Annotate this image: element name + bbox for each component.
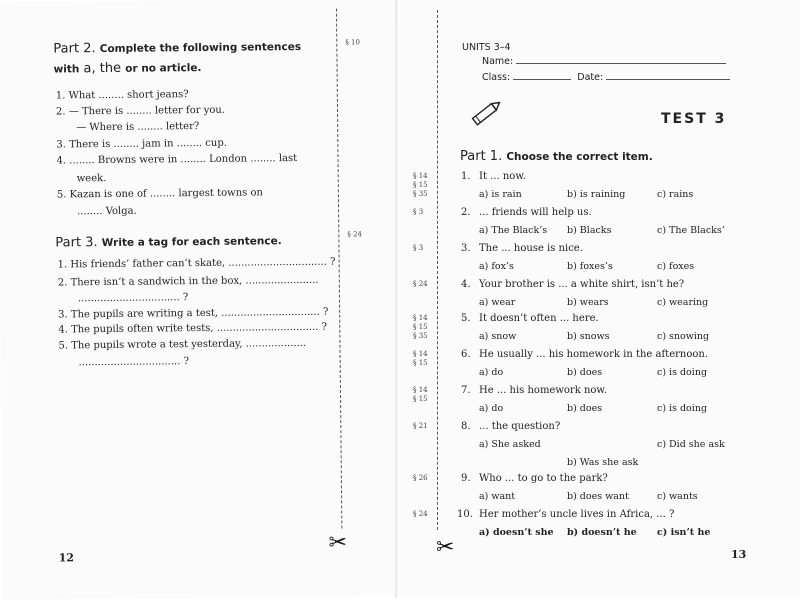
question-number: 5. [461, 313, 471, 324]
page-number: 13 [731, 548, 747, 561]
name-row: Name: [482, 56, 726, 67]
answer-option-c[interactable]: c) wants [657, 491, 698, 502]
answer-option-b[interactable]: b) does [567, 367, 603, 378]
question-number: 6. [461, 349, 471, 360]
question-text: Who ... to go to the park? [479, 473, 608, 484]
section-ref: § 14 § 15 [413, 386, 428, 403]
section-ref: § 24 [413, 510, 428, 518]
scissors-icon: ✂ [328, 530, 348, 556]
answer-option-c[interactable]: c) The Blacks’ [657, 225, 725, 236]
question-number: 10. [457, 509, 473, 520]
class-date-row: Class: Date: [482, 72, 730, 83]
answer-option-a[interactable]: a) fox’s [479, 261, 514, 272]
section-ref: § 26 [413, 474, 428, 482]
name-field[interactable] [516, 63, 726, 64]
question-number: 2. [461, 207, 471, 218]
units-label: UNITS 3–4 [462, 42, 511, 53]
part1-heading: Part 1. Choose the correct item. [460, 149, 653, 164]
list-item: 4. ........ Browns were in ........ London ........ last [56, 152, 298, 167]
section-ref: § 10 [345, 38, 360, 47]
answer-option-b[interactable]: b) snows [567, 331, 610, 342]
question-number: 3. [461, 243, 471, 254]
section-ref: § 14 § 15 § 35 [413, 172, 428, 198]
class-field[interactable] [513, 79, 571, 80]
section-ref: § 14 § 15 [413, 350, 428, 367]
answer-option-a[interactable]: a) do [479, 403, 504, 414]
list-item: 2. There isn’t a sandwich in the box, ....................... [57, 274, 319, 289]
answer-option-a[interactable]: a) The Black’s [479, 225, 548, 236]
list-item: 5. Kazan is one of ........ largest towns on [56, 187, 263, 201]
part3-heading: Part 3. Write a tag for each sentence. [55, 235, 282, 251]
question-text: He ... his homework now. [479, 385, 607, 396]
list-item: ........ Volga. [77, 205, 137, 218]
list-item: 3. The pupils are writing a test, ............................... ? [58, 306, 329, 321]
answer-option-b[interactable]: b) Was she ask [567, 457, 639, 468]
section-ref: § 3 [413, 208, 424, 216]
answer-option-a[interactable]: a) doesn’t she [479, 527, 554, 538]
section-ref: § 21 [413, 422, 428, 430]
question-text: It ... now. [479, 171, 526, 182]
answer-option-c[interactable]: c) foxes [657, 261, 695, 272]
pencil-icon [466, 96, 506, 130]
question-number: 9. [461, 473, 471, 484]
question-text: Your brother is ... a white shirt, isn’t he? [479, 279, 685, 290]
list-item: ................................ ? [77, 292, 189, 305]
list-item: ................................ ? [78, 356, 189, 369]
section-ref: § 3 [413, 244, 424, 252]
right-page [402, 0, 800, 598]
question-text: ... friends will help us. [479, 207, 592, 218]
list-item: 4. The pupils often write tests, ................................ ? [58, 321, 328, 336]
answer-option-b[interactable]: b) wears [567, 297, 609, 308]
date-field[interactable] [606, 79, 730, 80]
question-number: 4. [461, 279, 471, 290]
answer-option-c[interactable]: c) is doing [657, 403, 708, 414]
answer-option-c[interactable]: c) isn’t he [657, 527, 711, 538]
question-text: ... the question? [479, 421, 561, 432]
section-ref: § 14 § 15 § 35 [413, 314, 428, 340]
scissors-icon: ✂ [436, 535, 455, 560]
answer-option-a[interactable]: a) wear [479, 297, 516, 308]
list-item: week. [76, 172, 107, 185]
answer-option-b[interactable]: b) Blacks [567, 225, 612, 236]
list-item: — Where is ........ letter? [76, 120, 200, 134]
cut-line [336, 9, 342, 529]
answer-option-c[interactable]: c) snowing [657, 331, 710, 342]
list-item: 1. What ........ short jeans? [55, 89, 189, 102]
answer-option-b[interactable]: b) does [567, 403, 603, 414]
part2-heading: Part 2. Complete the following sentences [53, 40, 302, 57]
question-text: Her mother’s uncle lives in Africa, ... ? [479, 509, 675, 520]
question-number: 7. [461, 385, 471, 396]
answer-option-b[interactable]: b) does want [567, 491, 629, 502]
answer-option-c[interactable]: c) Did she ask [657, 439, 725, 450]
question-number: 8. [461, 421, 471, 432]
answer-option-a[interactable]: a) do [479, 367, 504, 378]
list-item: 3. There is ........ jam in ........ cup. [56, 137, 227, 151]
question-text: He usually ... his homework in the afternoon. [479, 349, 708, 360]
page-number: 12 [58, 551, 75, 565]
answer-option-a[interactable]: a) want [479, 491, 516, 502]
section-ref: § 24 [413, 280, 428, 288]
section-ref: § 24 [347, 230, 363, 239]
test-title: TEST 3 [661, 111, 727, 127]
cut-line [437, 10, 438, 530]
question-text: The ... house is nice. [479, 243, 583, 254]
list-item: 5. The pupils wrote a test yesterday, ................... [58, 337, 307, 352]
answer-option-b[interactable]: b) doesn’t he [567, 527, 637, 538]
list-item: 1. His friends’ father can’t skate, ............................... ? [57, 256, 336, 271]
answer-option-c[interactable]: c) wearing [657, 297, 709, 308]
answer-option-c[interactable]: c) rains [657, 189, 694, 200]
answer-option-b[interactable]: b) is raining [567, 189, 626, 200]
list-item: 2. — There is ........ letter for you. [55, 104, 226, 118]
answer-option-a[interactable]: a) is rain [479, 189, 522, 200]
question-text: It doesn’t often ... here. [479, 313, 599, 324]
answer-option-b[interactable]: b) foxes’s [567, 261, 613, 272]
question-number: 1. [461, 171, 471, 182]
answer-option-a[interactable]: a) She asked [479, 439, 541, 450]
part2-heading-line2: with a, the or no article. [53, 60, 202, 77]
answer-option-c[interactable]: c) is doing [657, 367, 708, 378]
answer-option-a[interactable]: a) snow [479, 331, 517, 342]
